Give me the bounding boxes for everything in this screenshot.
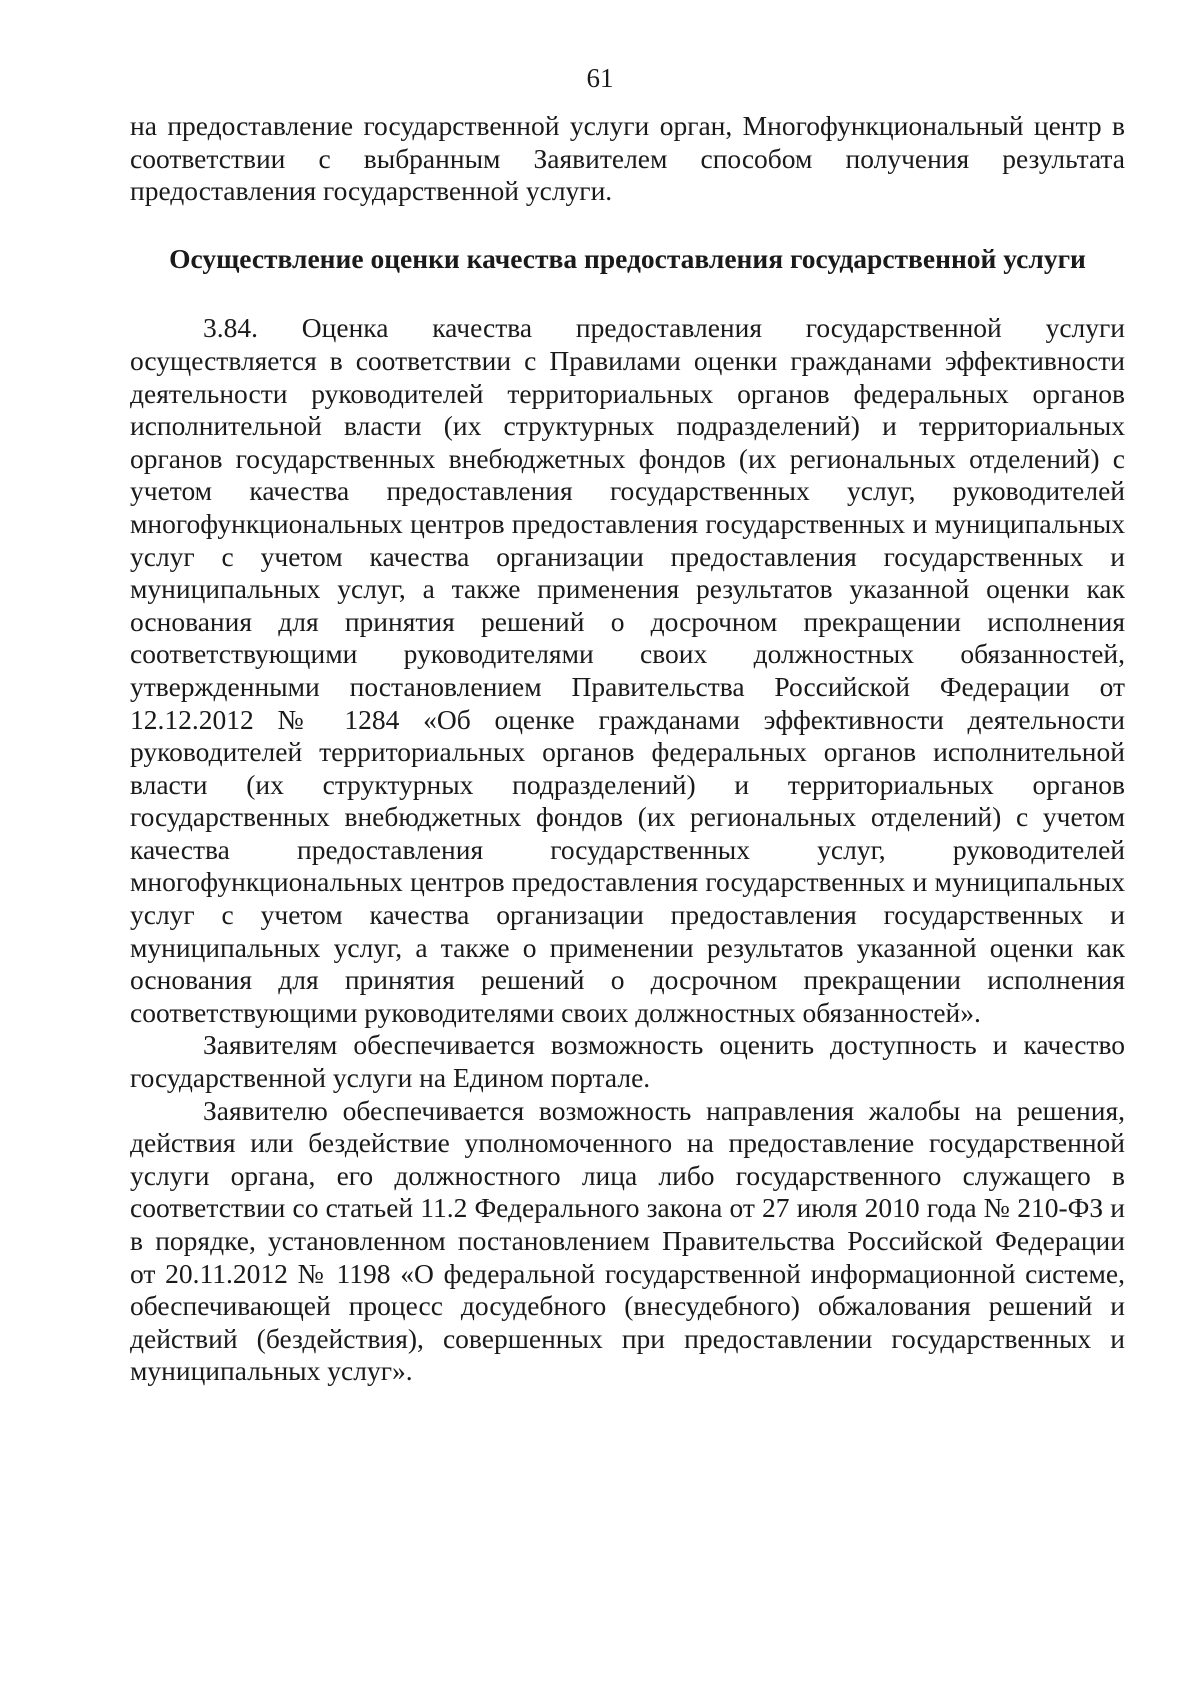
document-body (130, 110, 1125, 1388)
page-number: 61 (586, 63, 614, 93)
paragraph-complaint: Заявителю обеспечивается возможность направления жалобы на решения, действия или бездействие уполномоченного на предоставление государственной услуги органа, его должностного лица либо государственного служащего в соответствии со статьей 11.2 Федерального закона от 27 июля 2010 года № 210-ФЗ и в порядке, установленном постановлением Правительства Российской Федерации от 20.11.2012 № 1198 «О федеральной государственной информационной системе, обеспечивающей процесс досудебного (внесудебного) обжалования решений и действий (бездействия), совершенных при предоставлении государственных и муниципальных услуг». (130, 1094, 1125, 1387)
section-heading: Осуществление оценки качества предоставления государственной услуги (169, 242, 1086, 274)
intro-paragraph: на предоставление государственной услуги орган, Многофункциональный центр в соответствии с выбранным Заявителем способом получения результата предоставления государственной услуги. (130, 110, 1125, 207)
paragraph-3-84: 3.84. Оценка качества предоставления государственной услуги осуществляется в соответствии с Правилами оценки гражданами эффективности деятельности руководителей территориальных органов федеральных органов исполнительной власти (их структурных подразделений) и территориальных органов государственных внебюджетных фондов (их региональных отделений) с учетом качества предоставления государственных услуг, руководителей многофункциональных центров предоставления государственных и муниципальных услуг с учетом качества организации предоставления государственных и муниципальных услуг, а также применения результатов указанной оценки как основания для принятия решений о досрочном прекращении исполнения соответствующими руководителями своих должностных обязанностей, утвержденными постановлением Правительства Российской Федерации от 12.12.2012 № 1284 «Об оценке гражданами эффективности деятельности руководителей территориальных органов федеральных органов исполнительной власти (их структурных подразделений) и территориальных органов государственных внебюджетных фондов (их региональных отделений) с учетом качества предоставления государственных услуг, руководителей многофункциональных центров предоставления государственных и муниципальных услуг с учетом качества организации предоставления государственных и муниципальных услуг, а также о применении результатов указанной оценки как основания для принятия решений о досрочном прекращении исполнения соответствующими руководителями своих должностных обязанностей». (130, 312, 1125, 1028)
paragraph-portal: Заявителям обеспечивается возможность оценить доступность и качество государственной услуги на Едином портале. (130, 1029, 1125, 1094)
